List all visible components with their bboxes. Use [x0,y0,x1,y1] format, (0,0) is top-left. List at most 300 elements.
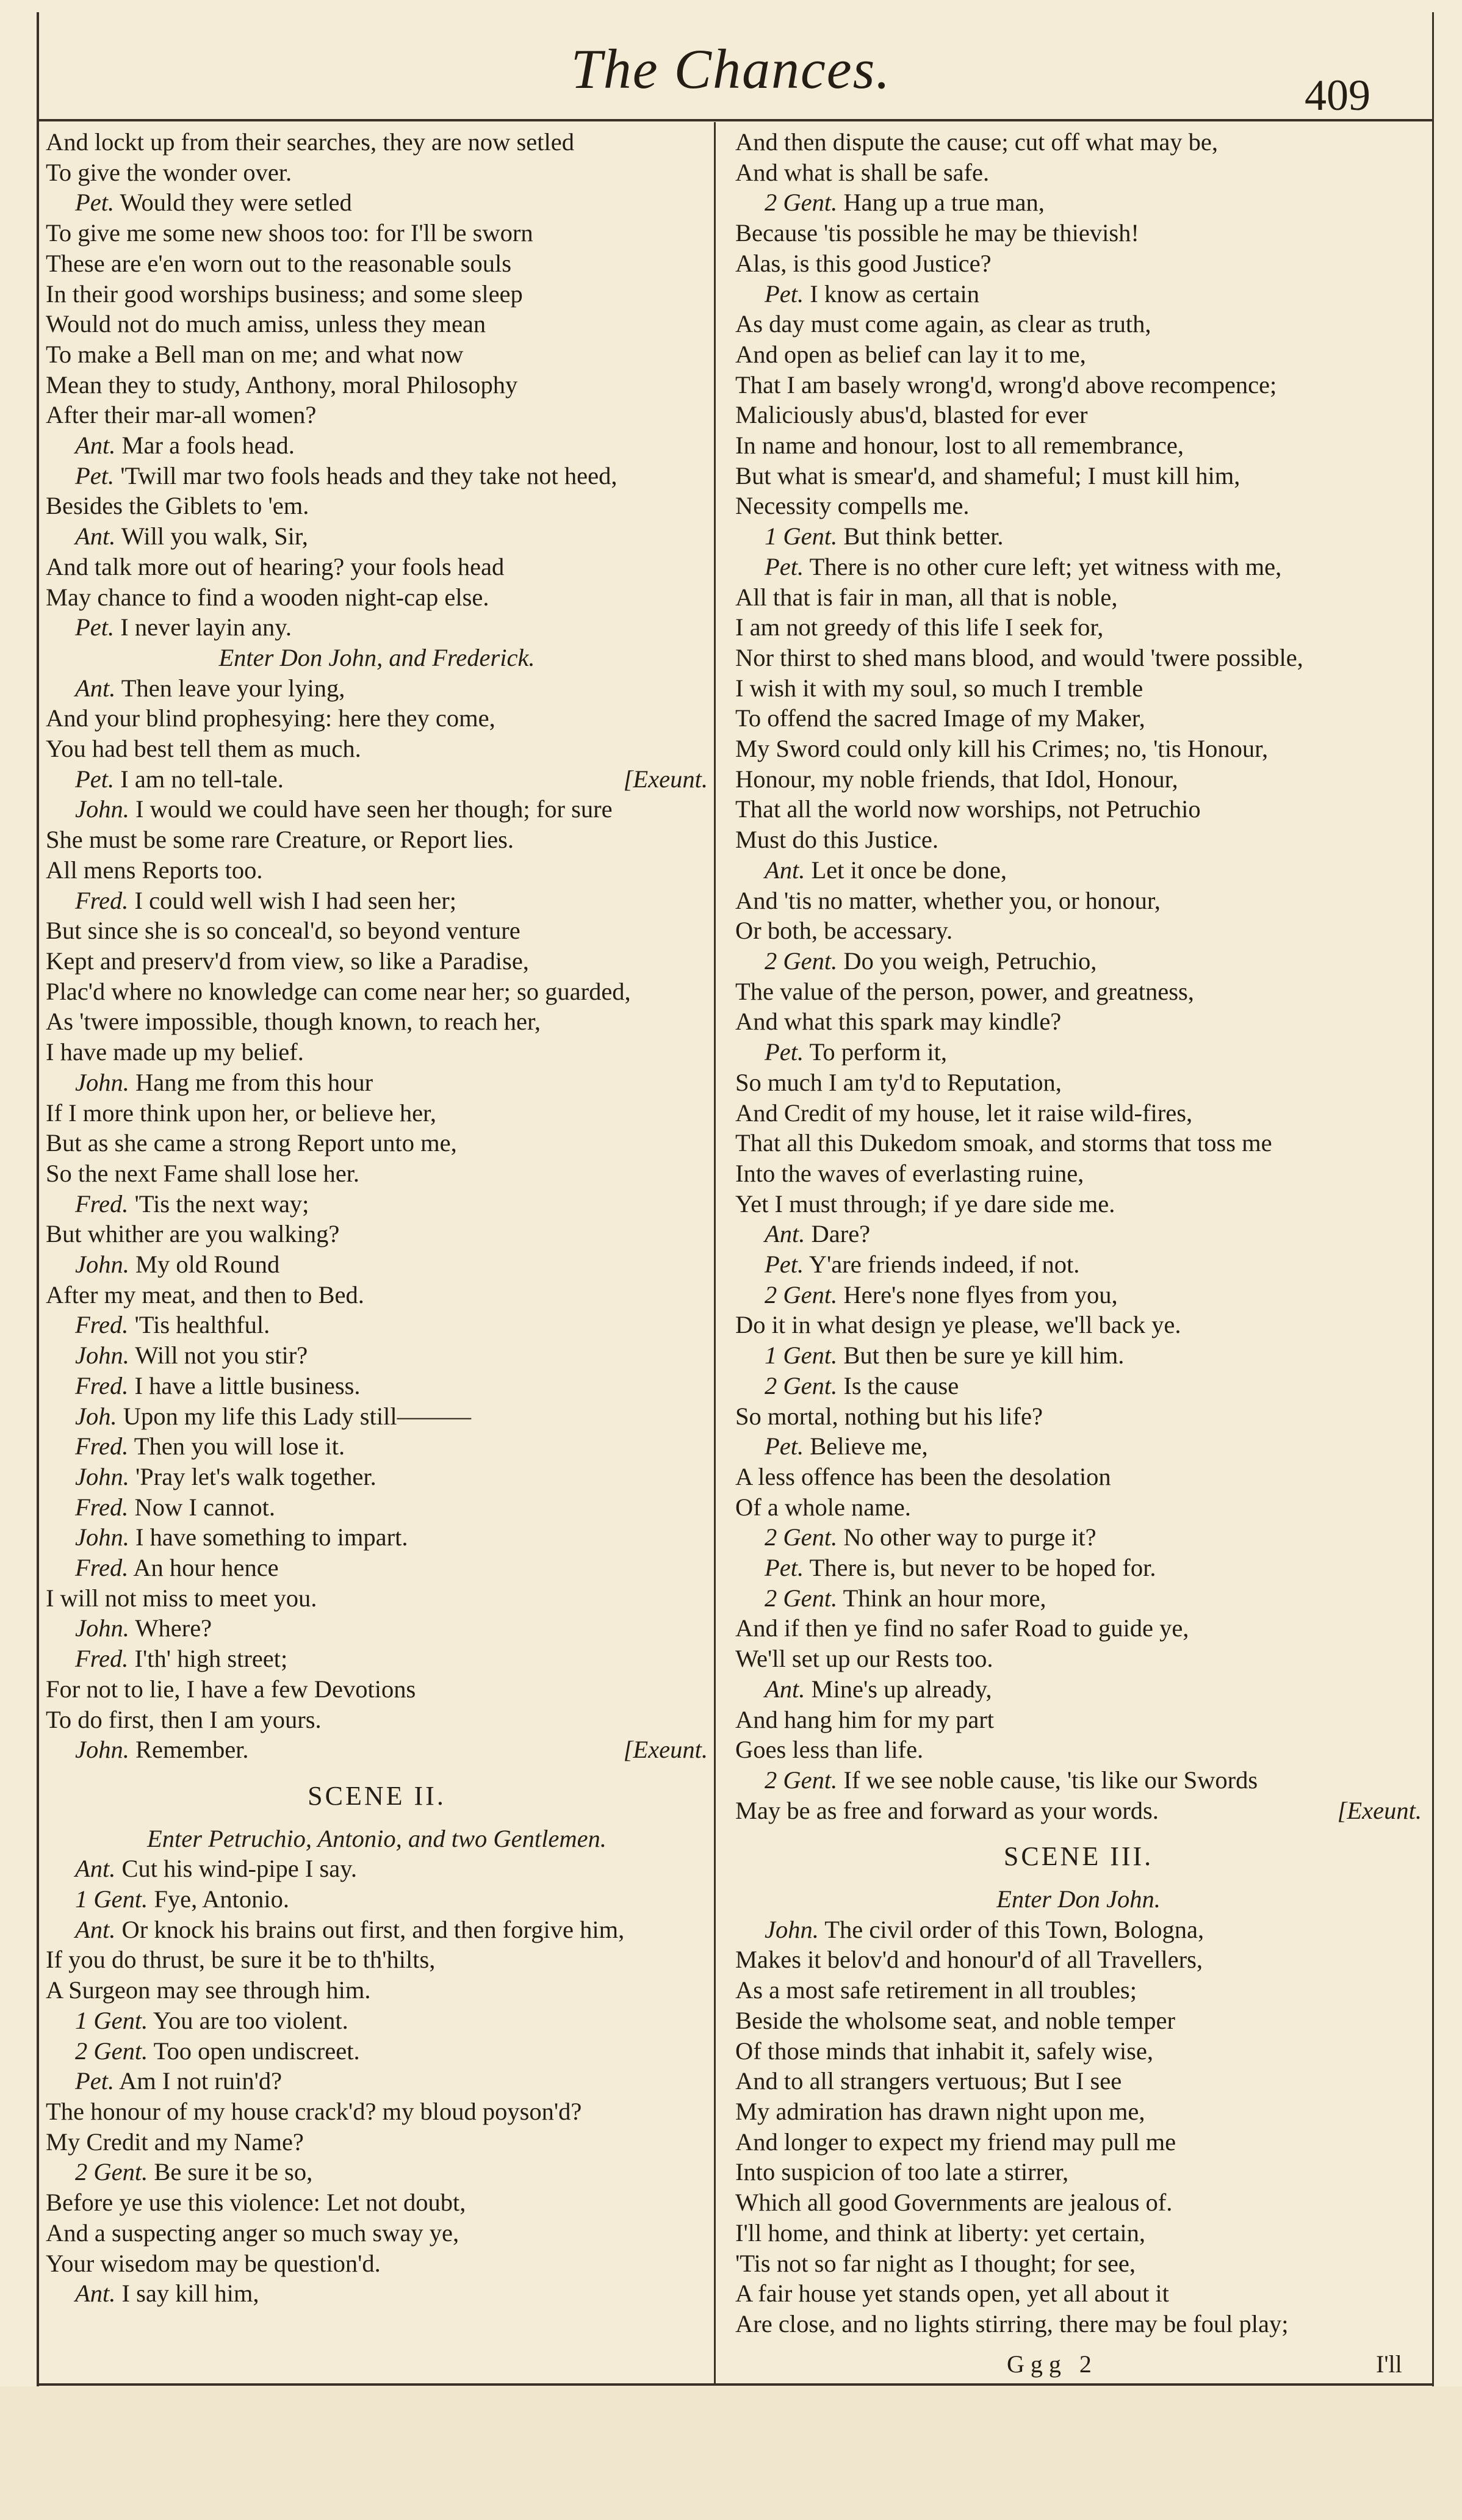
speaker-name: Ant. [75,431,116,460]
verse-line [735,1735,1422,1765]
verse-line [735,1975,1422,2006]
line-text: The civil order of this Town, Bologna, [824,1915,1205,1943]
speech-line [735,521,1422,552]
speaker-name: Ant. [75,1915,116,1943]
speech-line [735,1431,1422,1462]
speaker-name: John. [75,1068,129,1096]
line-text: If we see noble cause, 'tis like our Swords [843,1766,1258,1794]
verse-line [735,825,1422,855]
verse-line [735,491,1422,521]
line-text: All that is fair in man, all that is noble, [735,583,1118,611]
line-text: To offend the sacred Image of my Maker, [735,704,1145,732]
line-text: But as she came a strong Report unto me, [46,1129,457,1157]
scene-heading: SCENE III. [1003,1841,1154,1872]
verse-line [46,491,708,521]
line-text: And 'tis no matter, whether you, or honour, [735,886,1161,914]
line-text: Into the waves of everlasting ruine, [735,1159,1084,1187]
line-text: You had best tell them as much. [46,735,361,763]
footer-rule [37,2383,1434,2386]
line-text: I am not greedy of this life I seek for, [735,613,1104,641]
stage-direction: Enter Don John, and Frederick. [218,643,535,671]
verse-line [46,552,708,582]
verse-line [735,582,1422,613]
speech-line [46,794,708,825]
line-text: Besides the Giblets to 'em. [46,492,309,520]
line-text: And lockt up from their searches, they are now setled [46,128,574,156]
speaker-name: 2 Gent. [765,1523,838,1551]
verse-line [735,2036,1422,2067]
verse-line [46,1219,708,1249]
line-text: To perform it, [809,1038,947,1066]
verse-line [46,1944,708,1975]
line-text: Mean they to study, Anthony, moral Philosophy [46,370,518,399]
speech-line [735,1037,1422,1067]
line-text: I have a little business. [134,1371,361,1399]
verse-line [46,1583,708,1614]
speech-line [735,1765,1422,1796]
line-text: A fair house yet stands open, yet all about it [735,2280,1169,2308]
line-text: There is, but never to be hoped for. [809,1554,1156,1582]
line-text: I would we could have seen her though; for sure [135,795,613,823]
line-text: Let it once be done, [811,856,1007,884]
line-text: Too open undiscreet. [153,2037,360,2065]
line-text: So much I am ty'd to Reputation, [735,1068,1062,1096]
speech-line [735,1219,1422,1249]
running-title: The Chances. [571,38,891,100]
verse-line [735,1128,1422,1158]
speaker-name: Fred. [75,1371,129,1399]
speech-line [46,461,708,491]
speaker-name: Pet. [75,461,115,489]
line-text: Then leave your lying, [121,674,345,702]
speech-line [735,1371,1422,1401]
speech-line [46,1340,708,1371]
line-text: Upon my life this Lady still——— [123,1402,472,1430]
verse-line [735,915,1422,946]
line-text: And your blind prophesying: here they come, [46,704,495,732]
line-text: Of those minds that inhabit it, safely wise, [735,2037,1154,2065]
verse-line [735,1401,1422,1432]
speaker-name: 2 Gent. [75,2158,148,2186]
verse-line [46,279,708,309]
speaker-name: Ant. [75,674,116,702]
speech-line [735,1915,1422,1945]
line-text: Here's none flyes from you, [843,1280,1118,1309]
line-text: May be as free and forward as your words. [735,1796,1159,1824]
verse-line [46,1975,708,2006]
verse-line [46,855,708,886]
speaker-name: 2 Gent. [765,1371,838,1399]
speech-line [735,1340,1422,1371]
line-text: And if then ye find no safer Road to guide ye, [735,1614,1189,1642]
scene-heading: SCENE II. [308,1780,446,1811]
line-text: Which all good Governments are jealous of. [735,2189,1173,2217]
verse-line [735,157,1422,188]
speech-line [735,946,1422,977]
line-text: Think an hour more, [843,1584,1046,1612]
line-text: Kept and preserv'd from view, so like a Paradise, [46,947,529,975]
line-text: I will not miss to meet you. [46,1584,317,1612]
speech-line [46,1553,708,1583]
speech-line [735,1522,1422,1553]
speaker-name: Pet. [75,765,115,793]
line-text: Now I cannot. [134,1493,276,1521]
line-text: Alas, is this good Justice? [735,249,992,277]
line-text: But what is smear'd, and shameful; I must kill him, [735,461,1241,489]
speaker-name: 2 Gent. [75,2037,148,2065]
line-text: A Surgeon may see through him. [46,1976,371,2004]
verse-line [46,157,708,188]
line-text: My Sword could only kill his Crimes; no, 'tis Honour, [735,735,1269,763]
line-text: Do it in what design ye please, we'll back ye. [735,1311,1181,1339]
speaker-name: 1 Gent. [765,1341,838,1370]
verse-line [735,1310,1422,1340]
line-text: These are e'en worn out to the reasonable souls [46,249,512,277]
line-text: Be sure it be so, [154,2158,313,2186]
verse-line [46,703,708,734]
line-text: Would not do much amiss, unless they mean [46,310,486,338]
speaker-name: Pet. [765,1251,804,1279]
right-column [735,127,1422,2339]
speaker-name: 2 Gent. [765,947,838,975]
line-text: A less offence has been the desolation [735,1462,1111,1490]
speech-line [735,187,1422,218]
verse-line [735,1644,1422,1674]
speaker-name: Joh. [75,1402,117,1430]
speech-line [46,1401,708,1432]
speech-line [46,1735,708,1765]
verse-line [46,946,708,977]
line-text: Will not you stir? [135,1341,308,1370]
speech-line [46,187,708,218]
speaker-name: Fred. [75,886,129,914]
line-text: But since she is so conceal'd, so beyond venture [46,917,520,945]
line-text: Before ye use this violence: Let not doubt, [46,2189,466,2217]
verse-line [735,1492,1422,1523]
speech-line [735,552,1422,582]
line-text: But then be sure ye kill him. [843,1341,1125,1370]
speaker-name: 2 Gent. [765,189,838,217]
speech-line [46,1249,708,1280]
line-text: All mens Reports too. [46,856,263,884]
line-text: I know as certain [810,280,979,308]
line-text: Fye, Antonio. [154,1885,290,1913]
verse-line [735,703,1422,734]
verse-line [735,673,1422,704]
line-text: Mar a fools head. [121,431,295,460]
line-text: Mine's up already, [811,1675,992,1703]
line-text: To make a Bell man on me; and what now [46,340,464,368]
speech-line [46,2157,708,2187]
speaker-name: Pet. [765,1554,804,1582]
verse-line [46,1006,708,1037]
verse-line [735,2157,1422,2187]
line-text: We'll set up our Rests too. [735,1645,993,1673]
verse-line [46,1705,708,1735]
catchword: I'll [1376,2350,1402,2378]
verse-line [46,2218,708,2248]
line-text: Honour, my noble friends, that Idol, Honour, [735,765,1178,793]
line-text: If I more think upon her, or believe her, [46,1099,437,1127]
line-text: So the next Fame shall lose her. [46,1159,360,1187]
speaker-name: Fred. [75,1432,129,1460]
speaker-name: Pet. [765,1038,804,1066]
line-text: Will you walk, Sir, [121,522,308,551]
verse-line [735,1613,1422,1644]
speech-line [46,1644,708,1674]
line-text: And longer to expect my friend may pull me [735,2128,1176,2156]
verse-line [735,764,1422,795]
line-text: Would they were setled [120,189,352,217]
speech-line [735,279,1422,309]
line-text: After my meat, and then to Bed. [46,1280,364,1309]
speech-line [46,1613,708,1644]
speech-line [46,1915,708,1945]
speaker-name: John. [75,1614,129,1642]
line-text: And to all strangers vertuous; But I see [735,2067,1122,2095]
verse-line [46,915,708,946]
speech-line [46,673,708,704]
line-text: Where? [135,1614,212,1642]
line-text: Or both, be accessary. [735,917,953,945]
verse-line [735,1189,1422,1219]
verse-line [735,461,1422,491]
verse-line [735,400,1422,430]
exeunt-direction: [Exeunt. [623,765,708,793]
verse-line [735,2006,1422,2036]
speech-line [46,2036,708,2067]
line-text: She must be some rare Creature, or Report lies. [46,826,514,854]
line-text: After their mar-all women? [46,401,317,429]
line-text: Of a whole name. [735,1493,911,1521]
speaker-name: Fred. [75,1190,129,1218]
line-text: 'Twill mar two fools heads and they take not heed, [120,461,618,489]
verse-line [46,2248,708,2279]
speaker-name: Fred. [75,1493,129,1521]
speaker-name: Pet. [765,280,804,308]
speaker-name: 1 Gent. [75,2006,148,2034]
speech-line [735,855,1422,886]
speech-line [46,2278,708,2309]
speaker-name: Pet. [75,613,115,641]
line-text: May chance to find a wooden night-cap else. [46,583,489,611]
stage-direction: Enter Don John. [996,1885,1161,1913]
verse-line [46,734,708,764]
verse-line [735,218,1422,248]
line-text: I'll home, and think at liberty: yet certain, [735,2219,1145,2247]
verse-line [46,2187,708,2218]
line-text: 'Tis not so far night as I thought; for see, [735,2249,1136,2277]
line-text: My old Round [135,1251,280,1279]
line-text: Then you will lose it. [134,1432,345,1460]
speech-line [46,1522,708,1553]
speech-line [46,1310,708,1340]
verse-line [46,1158,708,1189]
verse-line [735,734,1422,764]
verse-line [735,2218,1422,2248]
line-text: Hang me from this hour [135,1068,373,1096]
line-text: Cut his wind-pipe I say. [121,1855,357,1883]
speaker-name: John. [75,1251,129,1279]
line-text: For not to lie, I have a few Devotions [46,1675,416,1703]
line-text: Remember. [135,1736,249,1764]
verse-line [46,218,708,248]
verse-line [735,1067,1422,1098]
speech-line [46,1492,708,1523]
verse-line [735,2066,1422,2096]
speech-line [46,1884,708,1915]
speech-line [46,521,708,552]
verse-line [46,1037,708,1067]
stage-direction: Enter Petruchio, Antonio, and two Gentlemen. [147,1824,607,1852]
verse-line [735,1006,1422,1037]
line-text: I never layin any. [120,613,292,641]
line-text: Hang up a true man, [843,189,1045,217]
verse-line [735,612,1422,643]
line-text: You are too violent. [153,2006,348,2034]
line-text: As day must come again, as clear as truth, [735,310,1151,338]
line-text: Nor thirst to shed mans blood, and would 'twere possible, [735,643,1303,671]
line-text: Y'are friends indeed, if not. [808,1251,1080,1279]
line-text: The value of the person, power, and greatness, [735,977,1194,1005]
line-text: And Credit of my house, let it raise wild-fires, [735,1099,1193,1127]
line-text: 'Tis the next way; [134,1190,309,1218]
speaker-name: 1 Gent. [765,522,838,551]
line-text: Dare? [811,1220,871,1248]
speech-line [735,1674,1422,1705]
line-text: And hang him for my part [735,1705,995,1733]
left-column [46,127,708,2309]
speech-line [735,1280,1422,1310]
line-text: But whither are you walking? [46,1220,340,1248]
line-text: That I am basely wrong'd, wrong'd above recompence; [735,370,1277,399]
line-text: Yet I must through; if ye dare side me. [735,1190,1115,1218]
line-text: As 'twere impossible, though known, to reach her, [46,1008,541,1036]
signature-mark: Ggg 2 [1007,2350,1098,2378]
verse-line [735,2278,1422,2309]
line-text: 'Tis healthful. [134,1311,270,1339]
line-text: And talk more out of hearing? your fools head [46,552,505,580]
verse-line [735,977,1422,1007]
speaker-name: John. [75,1523,129,1551]
line-text: And a suspecting anger so much sway ye, [46,2219,459,2247]
line-text: To give me some new shoos too: for I'll be sworn [46,219,533,247]
speech-line [735,1553,1422,1583]
speaker-name: 2 Gent. [765,1584,838,1612]
line-text: And what is shall be safe. [735,158,990,186]
verse-line [735,1944,1422,1975]
line-text: Your wisedom may be question'd. [46,2249,381,2277]
line-text: Makes it belov'd and honour'd of all Travellers, [735,1946,1203,1974]
line-text: But think better. [843,522,1004,551]
line-text: In their good worships business; and some sleep [46,280,523,308]
verse-line [46,1128,708,1158]
speech-line [46,2006,708,2036]
verse-line [735,1796,1422,1826]
speaker-name: Ant. [765,1220,805,1248]
line-text: Beside the wholsome seat, and noble temper [735,2006,1175,2034]
line-text: An hour hence [133,1554,279,1582]
speech-line [46,1431,708,1462]
line-text: My Credit and my Name? [46,2128,304,2156]
speech-line [46,430,708,461]
line-text: Am I not ruin'd? [118,2067,283,2095]
line-text: Do you weigh, Petruchio, [843,947,1097,975]
line-text: I have something to impart. [135,1523,408,1551]
speaker-name: Ant. [75,522,116,551]
speech-line [46,886,708,916]
line-text: 'Pray let's walk together. [135,1462,376,1490]
speech-line [735,1249,1422,1280]
line-text: To do first, then I am yours. [46,1705,322,1733]
line-text: Goes less than life. [735,1736,924,1764]
verse-line [735,248,1422,279]
speech-line [46,1371,708,1401]
speaker-name: John. [765,1915,819,1943]
line-text: I'th' high street; [134,1645,288,1673]
speaker-name: John. [75,1736,129,1764]
speaker-name: Pet. [75,2067,115,2095]
line-text: Must do this Justice. [735,826,939,854]
line-text: So mortal, nothing but his life? [735,1402,1043,1430]
line-text: That all this Dukedom smoak, and storms that toss me [735,1129,1272,1157]
speaker-name: Fred. [75,1554,129,1582]
verse-line [735,1158,1422,1189]
line-text: That all the world now worships, not Petruchio [735,795,1201,823]
verse-line [735,339,1422,370]
speaker-name: 1 Gent. [75,1885,148,1913]
speaker-name: Ant. [765,856,805,884]
line-text: And open as belief can lay it to me, [735,340,1086,368]
speech-line [46,1067,708,1098]
speaker-name: John. [75,1462,129,1490]
verse-line [735,794,1422,825]
line-text: No other way to purge it? [843,1523,1096,1551]
line-text: As a most safe retirement in all troubles; [735,1976,1137,2004]
verse-line [735,430,1422,461]
speech-line [46,1462,708,1492]
line-text: I am no tell-tale. [120,765,284,793]
verse-line [735,2127,1422,2157]
verse-line [735,1462,1422,1492]
verse-line [46,2127,708,2157]
speech-line [46,764,708,795]
speaker-name: John. [75,1341,129,1370]
line-text: I could well wish I had seen her; [134,886,456,914]
line-text: Into suspicion of too late a stirrer, [735,2158,1069,2186]
verse-line [46,582,708,613]
line-text: Or knock his brains out first, and then forgive him, [121,1915,625,1943]
line-text: I wish it with my soul, so much I tremble [735,674,1143,702]
speaker-name: Fred. [75,1311,129,1339]
verse-line [735,127,1422,157]
line-text: Is the cause [843,1371,959,1399]
verse-line [46,1280,708,1310]
verse-line [735,2096,1422,2127]
verse-line [46,1098,708,1128]
line-text: Necessity compells me. [735,492,970,520]
line-text: The honour of my house crack'd? my bloud poyson'd? [46,2098,582,2125]
verse-line [735,1705,1422,1735]
speaker-name: 2 Gent. [765,1766,838,1794]
line-text: If you do thrust, be sure it be to th'hilts, [46,1946,436,1974]
page-number: 409 [1305,71,1370,120]
column-divider [714,122,716,2383]
speaker-name: Ant. [75,1855,116,1883]
verse-line [735,370,1422,400]
verse-line [735,643,1422,673]
line-text: Are close, and no lights stirring, there may be foul play; [735,2309,1289,2338]
